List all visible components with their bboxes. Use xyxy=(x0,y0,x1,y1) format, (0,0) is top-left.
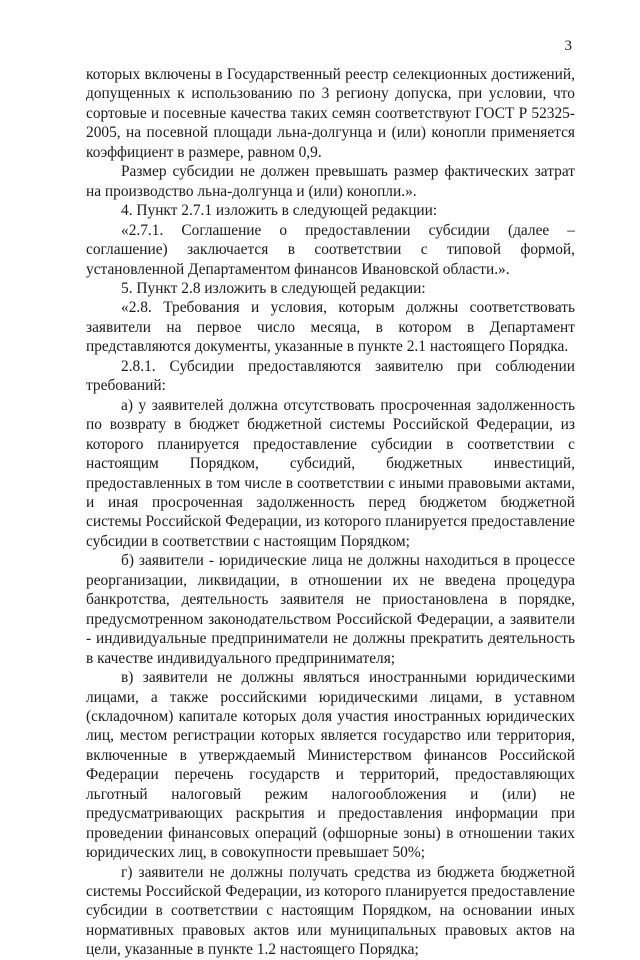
paragraph: б) заявители - юридические лица не должны находиться в процессе реорганизации, ликвидации, в отношении их не введена процедура банкротства, деятельность заявителя не приостановлена в порядке, предусмотренном законодательством Российской Федерации, а заявители - индивидуальные предприниматели не должны прекратить деятельность в качестве индивидуального предпринимателя; xyxy=(86,552,575,667)
paragraph: 2.8.1. Субсидии предоставляются заявителю при соблюдении требований: xyxy=(86,357,575,395)
paragraph: г) заявители не должны получать средства из бюджета бюджетной системы Российской Федерации, из которого планируется предоставление субсидии в соответствии с настоящим Порядком, на основании иных нормативных правовых актов или муниципальных правовых актов на цели, указанные в пункте 1.2 настоящего Порядка; xyxy=(86,863,575,959)
paragraph: 5. Пункт 2.8 изложить в следующей редакции: xyxy=(121,279,426,297)
paragraph: «2.7.1. Соглашение о предоставлении субсидии (далее – соглашение) заключается в соответствии с типовой формой, установленной Департаментом финансов Ивановской области.». xyxy=(86,221,575,278)
paragraph: Размер субсидии не должен превышать размер фактических затрат на производство льна-долгунца и (или) конопли.». xyxy=(86,163,575,200)
page-number: 3 xyxy=(564,38,572,54)
paragraph: «2.8. Требования и условия, которым должны соответствовать заявители на первое число месяца, в котором в Департамент представляются документы, указанные в пункте 2.1 настоящего Порядка. xyxy=(86,299,575,356)
paragraph: которых включены в Государственный реестр селекционных достижений, допущенных к использованию по 3 региону допуска, при условии, что сортовые и посевные качества таких семян соответствуют ГОСТ Р 52325-2005, на посевной площади льна-долгунца и (или) конопли применяется коэффициент в размере, равном 0,9. xyxy=(86,66,575,161)
document-body xyxy=(86,65,575,960)
paragraph: 4. Пункт 2.7.1 изложить в следующей редакции: xyxy=(121,202,438,220)
paragraph: а) у заявителей должна отсутствовать просроченная задолженность по возврату в бюджет бюджетной системы Российской Федерации, из которого планируется предоставление субсидии в соответствии с настоящим Порядком, субсидий, бюджетных инвестиций, предоставленных в том числе в соответствии с иными правовыми актами, и иная просроченная задолженность перед бюджетом бюджетной системы Российской Федерации, из которого планируется предоставление субсидии в соответствии с настоящим Порядком; xyxy=(86,396,575,550)
paragraph: в) заявители не должны являться иностранными юридическими лицами, а также российскими юридическими лицами, в уставном (складочном) капитале которых доля участия иностранных юридических лиц, местом регистрации которых является государство или территория, включенные в утверждаемый Министерством финансов Российской Федерации перечень государств и территорий, предоставляющих льготный налоговый режим налогообложения и (или) не предусматривающих раскрытия и предоставления информации при проведении финансовых операций (офшорные зоны) в отношении таких юридических лиц, в совокупности превышает 50%; xyxy=(86,669,575,862)
